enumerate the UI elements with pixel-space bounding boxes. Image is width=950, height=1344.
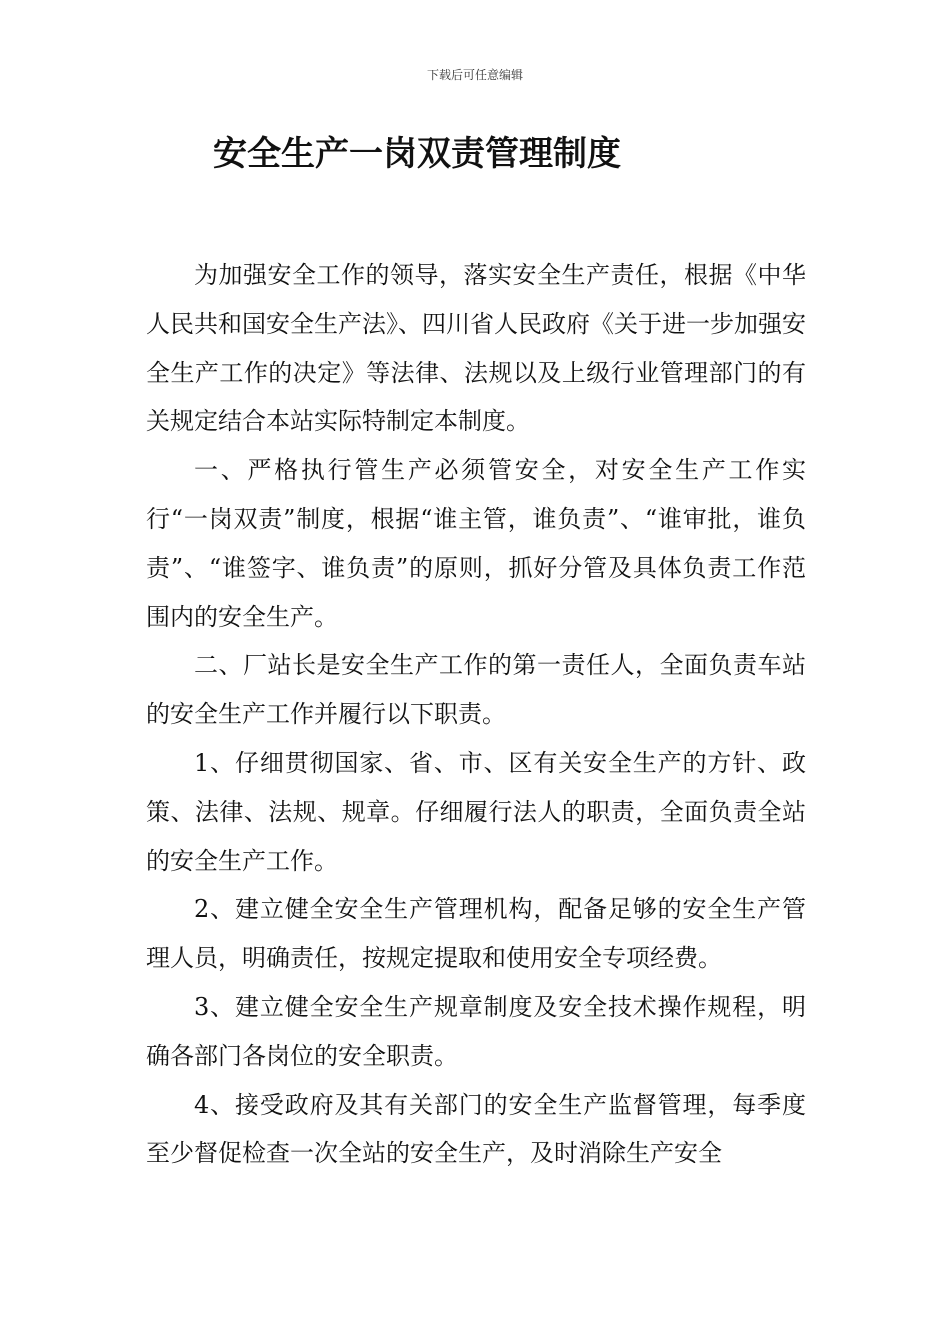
paragraph-clause-1: 一、严格执行管生产必须管安全，对安全生产工作实行“一岗双责”制度，根据“谁主管，谁负责”、“谁审批，谁负责”、“谁签字、谁负责”的原则，抓好分管及具体负责工作范围内的安全生产。 xyxy=(146,456,806,631)
paragraph-intro: 为加强安全工作的领导，落实安全生产责任，根据《中华人民共和国安全生产法》、四川省人民政府《关于进一步加强安全生产工作的决定》等法律、法规以及上级行业管理部门的有关规定结合本站实际特制定本制度。 xyxy=(146,261,806,436)
paragraph-duty-3: 3、建立健全安全生产规章制度及安全技术操作规程，明确各部门各岗位的安全职责。 xyxy=(146,992,806,1070)
document-title: 安全生产一岗双责管理制度 xyxy=(213,134,621,174)
paragraph-duty-2: 2、建立健全安全生产管理机构，配备足够的安全生产管理人员，明确责任，按规定提取和使用安全专项经费。 xyxy=(146,895,806,973)
paragraph-duty-4: 4、接受政府及其有关部门的安全生产监督管理，每季度至少督促检查一次全站的安全生产，及时消除生产安全 xyxy=(146,1090,806,1168)
paragraph-clause-2: 二、厂站长是安全生产工作的第一责任人，全面负责车站的安全生产工作并履行以下职责。 xyxy=(146,651,806,729)
paragraph-duty-1: 1、仔细贯彻国家、省、市、区有关安全生产的方针、政策、法律、法规、规章。仔细履行法人的职责，全面负责全站的安全生产工作。 xyxy=(146,748,806,875)
document-body xyxy=(146,251,806,1178)
header-note: 下载后可任意编辑 xyxy=(426,68,523,82)
